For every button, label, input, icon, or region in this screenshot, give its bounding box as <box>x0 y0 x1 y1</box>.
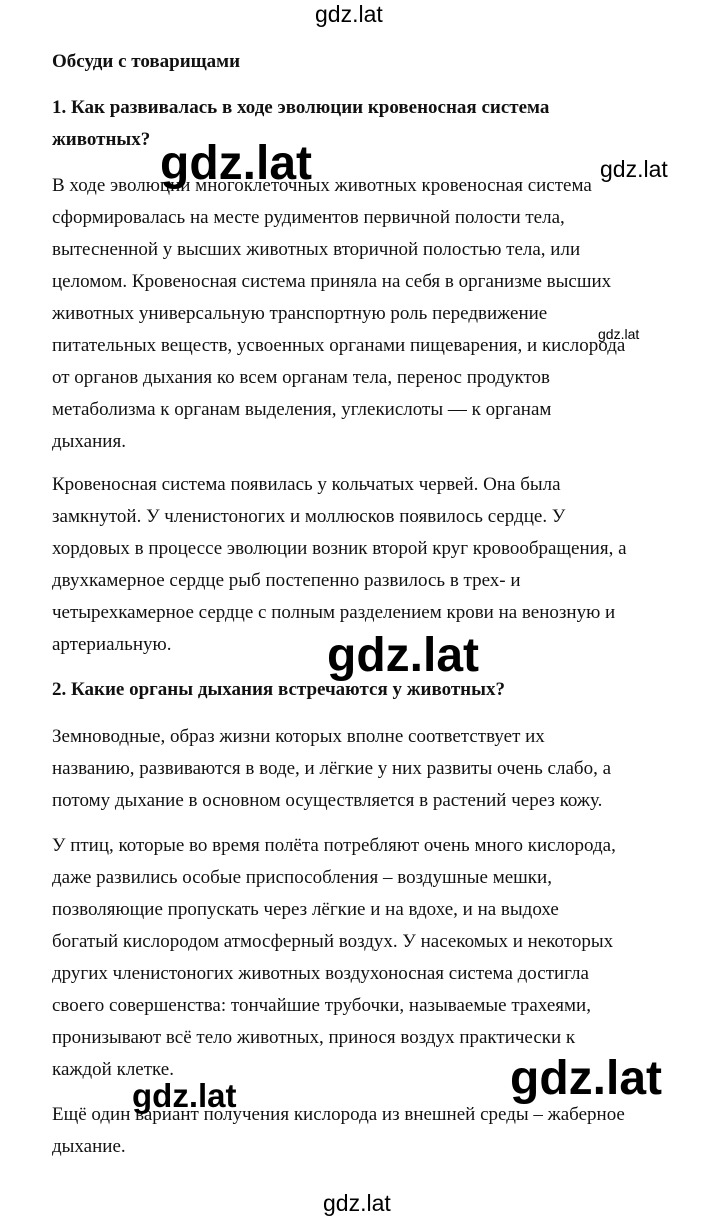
question-1-line: 1. Как развивалась в ходе эволюции кровеносная система <box>52 97 550 118</box>
paragraph-line: хордовых в процессе эволюции возник второй круг кровообращения, а <box>52 538 627 559</box>
paragraph-line: четырехкамерное сердце с полным разделением крови на венозную и <box>52 602 616 623</box>
paragraph-line: животных универсальную транспортную роль передвижение <box>52 303 548 324</box>
paragraph-line: сформировалась на месте рудиментов первичной полости тела, <box>52 207 565 228</box>
paragraph-line: дыхание. <box>52 1136 126 1157</box>
paragraph-line: артериальную. <box>52 634 172 655</box>
paragraph-line: Ещё один вариант получения кислорода из внешней среды – жаберное <box>52 1104 625 1125</box>
paragraph-3 <box>52 721 698 817</box>
section-title <box>52 46 698 78</box>
paragraph-line: названию, развиваются в воде, и лёгкие у них развиты очень слабо, а <box>52 758 612 779</box>
paragraph-line: от органов дыхания ко всем органам тела, перенос продуктов <box>52 367 551 388</box>
watermark-top: gdz.lat <box>315 1 383 27</box>
watermark-large-1: gdz.lat <box>160 137 312 190</box>
paragraph-line: питательных веществ, усвоенных органами пищеварения, и кислорода <box>52 335 626 356</box>
watermark-small: gdz.lat <box>598 326 640 342</box>
question-1-line: животных? <box>52 129 151 150</box>
paragraph-line: богатый кислородом атмосферный воздух. У насекомых и некоторых <box>52 931 614 952</box>
paragraph-line: У птиц, которые во время полёта потребляют очень много кислорода, <box>52 835 616 856</box>
paragraph-line: целомом. Кровеносная система приняла на себя в организме высших <box>52 271 612 292</box>
paragraph-1 <box>52 170 698 458</box>
section-title-text: Обсуди с товарищами <box>52 51 241 72</box>
paragraph-line: метаболизма к органам выделения, углекислоты — к органам <box>52 399 552 420</box>
paragraph-line: каждой клетке. <box>52 1059 174 1080</box>
paragraph-line: даже развились особые приспособления – воздушные мешки, <box>52 867 552 888</box>
paragraph-4 <box>52 830 698 1086</box>
paragraph-line: своего совершенства: тончайшие трубочки, называемые трахеями, <box>52 995 591 1016</box>
paragraph-line: двухкамерное сердце рыб постепенно развилось в трех- и <box>52 570 521 591</box>
watermark-right: gdz.lat <box>600 156 668 182</box>
question-2-line: 2. Какие органы дыхания встречаются у животных? <box>52 679 505 700</box>
watermark-large-2: gdz.lat <box>327 629 479 682</box>
paragraph-line: позволяющие пропускать через лёгкие и на вдохе, и на выдохе <box>52 899 559 920</box>
question-1 <box>52 92 698 156</box>
watermark-left-bottom: gdz.lat <box>132 1077 237 1114</box>
paragraph-line: замкнутой. У членистоногих и моллюсков появилось сердце. У <box>52 506 566 527</box>
paragraph-line: потому дыхание в основном осуществляется в растений через кожу. <box>52 790 603 811</box>
paragraph-line: вытесненной у высших животных вторичной полостью тела, или <box>52 239 581 260</box>
paragraph-line: Кровеносная система появилась у кольчатых червей. Она была <box>52 474 561 495</box>
watermark-bottom: gdz.lat <box>323 1190 391 1216</box>
paragraph-line: В ходе эволюции многоклеточных животных кровеносная система <box>52 175 592 196</box>
paragraph-line: пронизывают всё тело животных, принося воздух практически к <box>52 1027 576 1048</box>
paragraph-line: дыхания. <box>52 431 126 452</box>
watermark-large-3: gdz.lat <box>510 1052 662 1105</box>
paragraph-line: Земноводные, образ жизни которых вполне соответствует их <box>52 726 545 747</box>
paragraph-line: других членистоногих животных воздухоносная система достигла <box>52 963 589 984</box>
